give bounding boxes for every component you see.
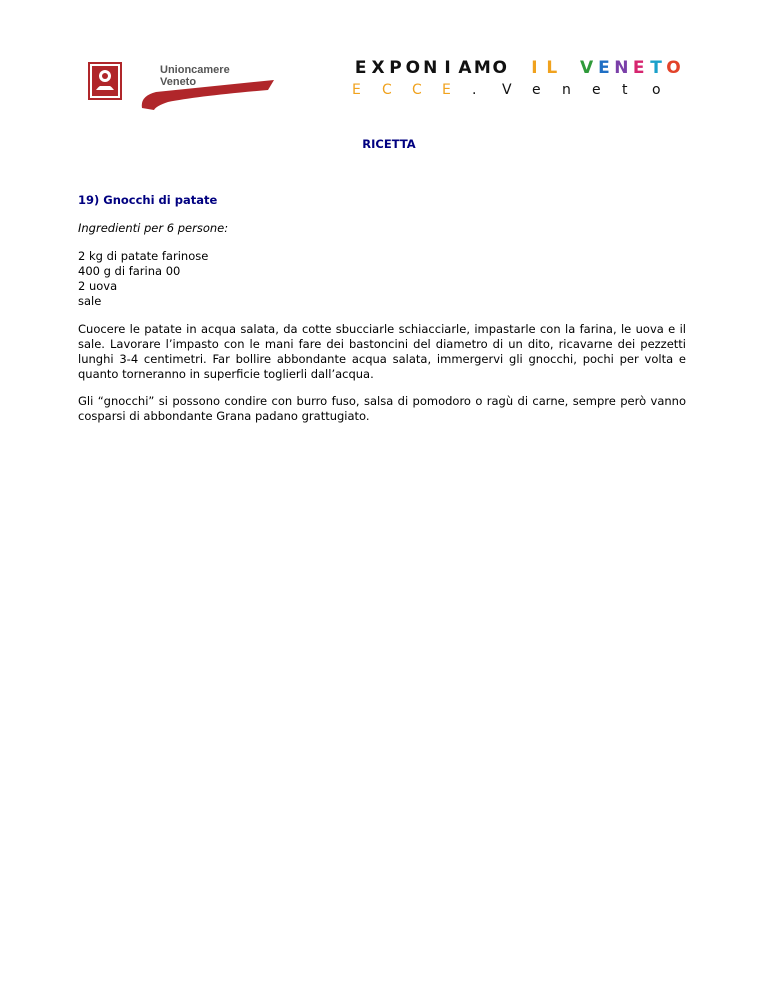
- recipe-content: [78, 193, 686, 436]
- brand-title-letter: V: [579, 58, 594, 78]
- serving-paragraph: Gli “gnocchi” si possono condire con burro fuso, salsa di pomodoro o ragù di carne, sempre però vanno cosparsi di abbondante Grana padano grattugiato.: [78, 394, 686, 423]
- brand-title-line: [352, 58, 682, 78]
- instructions-paragraph: Cuocere le patate in acqua salata, da cotte sbucciarle schiacciarle, impastarle con la farina, le uova e il sale. Lavorare l’impasto con le mani fare dei bastoncini del diametro di un dito, ricavarne dei pezzetti lunghi 3-4 centimetri. Far bollire abbondante acqua salata, immergervi gli gnocchi, pochi per volta e quanto torneranno in superficie toglierli dall’acqua.: [78, 322, 686, 381]
- lion-seal-icon: [88, 62, 122, 100]
- brand-title-letter: O: [492, 58, 507, 78]
- brand-subtitle-letter: C: [382, 82, 392, 98]
- org-name: Unioncamere Veneto: [160, 64, 230, 88]
- brand-subtitle-letter: o: [652, 82, 661, 98]
- brand-title-letter: [561, 58, 578, 78]
- brand-subtitle-letter: C: [412, 82, 422, 98]
- brand-subtitle-letter: E: [442, 82, 451, 98]
- brand-title-letter: N: [614, 58, 629, 78]
- brand-title-letter: [508, 58, 525, 78]
- brand-title-letter: A: [458, 58, 472, 78]
- brand-subtitle-line: [352, 82, 682, 98]
- brand-title-letter: I: [531, 58, 538, 78]
- unioncamere-logo: [88, 58, 278, 110]
- brand-title-letter: P: [389, 58, 402, 78]
- ingredient-item: 2 kg di patate farinose: [78, 249, 209, 263]
- brand-title-letter: I: [444, 58, 451, 78]
- brand-title-letter: N: [423, 58, 438, 78]
- brand-title-letter: E: [598, 58, 610, 78]
- brand-subtitle-letter: e: [592, 82, 601, 98]
- brand-title-letter: O: [405, 58, 421, 78]
- ingredient-item: 2 uova: [78, 279, 118, 293]
- brand-subtitle-letter: E: [352, 82, 361, 98]
- brand-title-letter: E: [632, 58, 645, 78]
- brand-subtitle-letter: .: [472, 82, 477, 98]
- brand-subtitle-letter: e: [532, 82, 541, 98]
- ingredient-item: sale: [78, 294, 102, 308]
- brand-title-letter: O: [666, 58, 681, 78]
- brand-title-letter: M: [473, 58, 491, 78]
- brand-subtitle-letter: V: [502, 82, 512, 98]
- recipe-title: 19) Gnocchi di patate: [78, 193, 218, 207]
- brand-subtitle-letter: n: [562, 82, 571, 98]
- ingredients-list: [78, 249, 686, 309]
- ingredient-item: 400 g di farina 00: [78, 264, 181, 278]
- ingredients-heading: Ingredienti per 6 persone:: [78, 221, 229, 235]
- section-label: RICETTA: [362, 137, 416, 151]
- brand-title-letter: T: [650, 58, 662, 78]
- brand-subtitle-letter: t: [622, 82, 628, 98]
- brand-title-letter: E: [354, 58, 367, 78]
- brand-title-letter: L: [546, 58, 558, 78]
- brand-title-letter: X: [371, 58, 385, 78]
- exponiamo-logo: [352, 58, 682, 102]
